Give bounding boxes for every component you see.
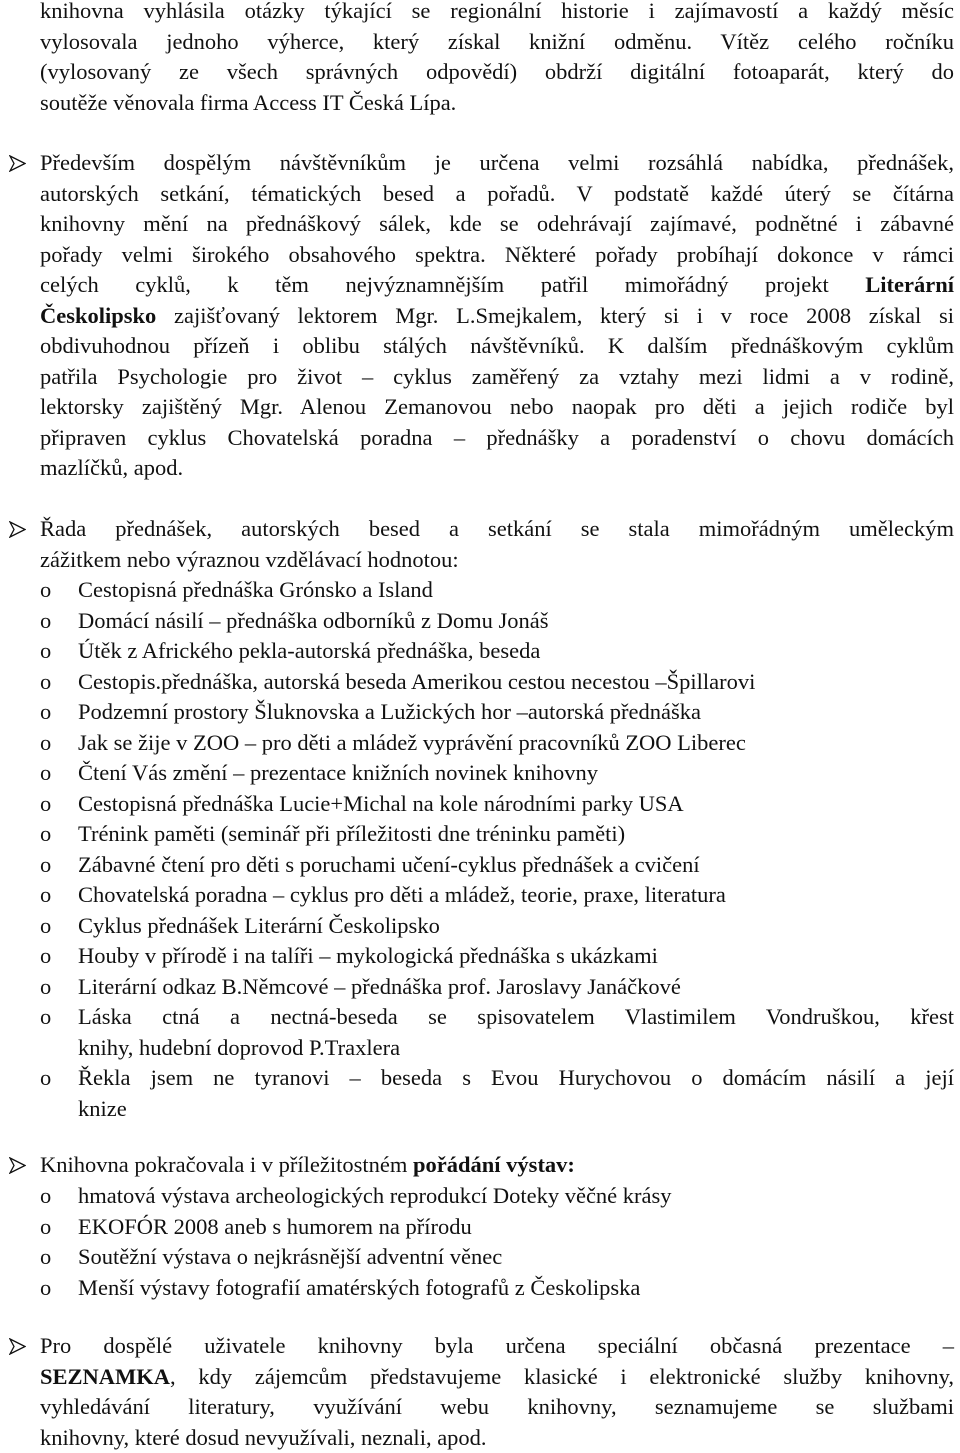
list-item — [0, 697, 954, 728]
list-item — [0, 911, 954, 942]
list-marker: o — [40, 1274, 52, 1300]
bold-text: pořádání výstav: — [413, 1152, 575, 1177]
list-item-text: Čtení Vás změní – prezentace knižních novinek knihovny — [78, 760, 599, 785]
section-seznamka — [40, 1331, 954, 1453]
bold-text: SEZNAMKA — [40, 1363, 171, 1389]
text-line: knihovna vyhlásila otázky týkající se regionální historie i zajímavostí a každý měsíc — [40, 0, 954, 23]
list-item-text: Cestopis.přednáška, autorská beseda Amerikou cestou necestou –Špillarovi — [78, 668, 756, 694]
list-item — [0, 880, 954, 911]
list-item — [0, 1063, 954, 1124]
text-span: lektorsky zajištěný Mgr. — [40, 394, 284, 419]
section-lectures-intro — [40, 148, 954, 484]
text-span: Alenou Zemanovou nebo naopak pro děti a jejich rodiče byl — [283, 394, 954, 419]
text-line: Řada přednášek, autorských besed a setkání se stala mimořádným uměleckým — [40, 516, 954, 541]
list-item-text: Menší výstavy fotografií amatérských fotografů z Českolipska — [78, 1274, 641, 1300]
list-marker: o — [40, 912, 52, 938]
list-item — [0, 1242, 954, 1273]
list-marker: o — [40, 943, 52, 968]
list-marker: o — [40, 973, 52, 999]
text-line — [40, 270, 954, 301]
list-item-text: Cestopisná přednáška Grónsko a Island — [78, 577, 433, 602]
text-line: Pro dospělé uživatele knihovny byla určena speciální občasná prezentace – — [40, 1333, 954, 1358]
text-line: knihovny, které dosud nevyužívali, neznali, apod. — [40, 1424, 487, 1450]
text-span: V podstatě každé úterý se čítárna — [555, 180, 954, 206]
text-span: pořady velmi širokého obsahového spektra. — [40, 241, 486, 267]
list-item — [0, 636, 954, 667]
list-item — [0, 667, 954, 698]
list-item — [0, 789, 954, 820]
text-line: Řekla jsem ne tyranovi – beseda s Evou Hurychovou o domácím násilí a její — [78, 1065, 954, 1090]
bold-text: Českolipsko — [40, 302, 157, 328]
text-line: vylosovala jednoho výherce, který získal knižní odměnu. Vítěz celého ročníku — [40, 28, 954, 54]
list-item — [0, 972, 954, 1003]
list-item — [0, 575, 954, 606]
text-line — [40, 240, 954, 271]
list-item-text: Zábavné čtení pro děti s poruchami učení-cyklus přednášek a cvičení — [78, 851, 700, 877]
list-marker: o — [40, 1004, 52, 1029]
text-line: patřila Psychologie pro život – cyklus zaměřený za vztahy mezi lidmi a v rodině, — [40, 363, 954, 389]
text-line: knihy, hudební doprovod P.Traxlera — [78, 1034, 401, 1060]
arrowhead-bullet-icon — [9, 1157, 26, 1174]
list-item-text: hmatová výstava archeologických reprodukcí Doteky věčné krásy — [78, 1183, 672, 1208]
text-line: Láska ctná a nectná-beseda se spisovatelem Vlastimilem Vondruškou, křest — [78, 1004, 954, 1029]
text-line — [40, 1362, 954, 1393]
list-item-text: Chovatelská poradna – cyklus pro děti a mládež, teorie, praxe, literatura — [78, 882, 726, 907]
list-marker: o — [40, 1244, 52, 1269]
text-span: autorských setkání, tématických besed a pořadů. — [40, 180, 556, 206]
text-line — [40, 179, 954, 210]
list-item-text: Útěk z Afrického pekla-autorská přednáška, beseda — [78, 638, 541, 663]
text-line: (vylosovaný ze všech správných odpovědí) obdrží digitální fotoaparát, který do — [40, 59, 954, 84]
lecture-list — [0, 575, 954, 1124]
text-span: K dalším přednáškovým cyklům — [584, 333, 954, 358]
list-item-text: Soutěžní výstava o nejkrásnější adventní věnec — [78, 1244, 503, 1269]
list-marker: o — [40, 607, 52, 633]
list-marker: o — [40, 668, 52, 694]
text-line: vyhledávání literatury, využívání webu knihovny, seznamujeme se službami — [40, 1394, 954, 1419]
list-item-text: EKOFÓR 2008 aneb s humorem na přírodu — [78, 1213, 472, 1239]
intro-paragraph — [40, 0, 954, 118]
list-marker: o — [40, 882, 52, 907]
list-marker: o — [40, 821, 52, 846]
list-item — [0, 728, 954, 759]
arrowhead-bullet-icon — [9, 155, 26, 172]
list-marker: o — [40, 638, 52, 663]
text-line — [40, 392, 954, 423]
text-span: , kdy zájemcům představujeme klasické i elektronické služby knihovny, — [170, 1363, 954, 1389]
text-line — [40, 301, 954, 332]
list-item — [0, 941, 954, 972]
list-item-text: Trénink paměti (seminář při příležitosti dne tréninku paměti) — [78, 821, 626, 846]
list-item-text: Domácí násilí – přednáška odborníků z Domu Jonáš — [78, 607, 549, 633]
list-marker: o — [40, 851, 52, 877]
list-item — [0, 1273, 954, 1304]
list-item — [0, 1002, 954, 1063]
list-item-text: Podzemní prostory Šluknovska a Lužických hor –autorská přednáška — [78, 699, 701, 724]
text-line: zážitkem nebo výraznou vzdělávací hodnotou: — [40, 546, 459, 572]
text-span: L.Smejkalem, který si i v roce 2008 získal si — [456, 302, 955, 328]
text-line: připraven cyklus Chovatelská poradna – přednášky a poradenství o chovu domácích — [40, 424, 954, 450]
list-item — [0, 1181, 954, 1212]
list-marker: o — [40, 729, 52, 755]
text-line: knize — [78, 1095, 127, 1121]
text-line — [40, 331, 954, 362]
list-item — [0, 819, 954, 850]
text-line — [40, 1150, 954, 1181]
list-item-text: Cestopisná přednáška Lucie+Michal na kole národními parky USA — [78, 790, 684, 816]
text-span: Knihovna pokračovala i v příležitostném — [40, 1152, 414, 1177]
text-line: knihovny mění na přednáškový sálek, kde se odehrávají zajímavé, podnětné i zábavné — [40, 211, 954, 236]
text-span: celých cyklů, k těm nejvýznamnějším patřil mimořádný projekt — [40, 272, 866, 297]
text-line: Především dospělým návštěvníkům je určena velmi rozsáhlá nabídka, přednášek, — [40, 150, 954, 175]
section-lecture-series — [40, 514, 954, 575]
text-line: mazlíčků, apod. — [40, 455, 184, 480]
list-marker: o — [40, 760, 52, 785]
arrowhead-bullet-icon — [9, 1338, 26, 1355]
list-marker: o — [40, 1065, 52, 1090]
list-item — [0, 850, 954, 881]
list-item-text: Houby v přírodě i na talíři – mykologická přednáška s ukázkami — [78, 943, 658, 968]
section-exhibitions — [40, 1150, 954, 1181]
list-item — [0, 1212, 954, 1243]
bold-text: Literární — [865, 272, 954, 297]
text-line: soutěže věnovala firma Access IT Česká Lípa. — [40, 89, 457, 115]
exhibition-list — [0, 1181, 954, 1303]
list-marker: o — [40, 1183, 52, 1208]
text-span: obdivuhodnou přízeň i oblibu stálých návštěvníků. — [40, 333, 585, 358]
text-span: zajišťovaný lektorem Mgr. — [156, 302, 457, 328]
list-marker: o — [40, 1213, 52, 1239]
list-marker: o — [40, 699, 52, 724]
list-marker: o — [40, 577, 52, 602]
list-item — [0, 606, 954, 637]
list-marker: o — [40, 790, 52, 816]
list-item-text: Cyklus přednášek Literární Českolipsko — [78, 912, 440, 938]
list-item — [0, 758, 954, 789]
list-item-text: Literární odkaz B.Němcové – přednáška prof. Jaroslavy Janáčkové — [78, 973, 681, 999]
arrowhead-bullet-icon — [9, 521, 26, 538]
text-span: Některé pořady probíhají dokonce v rámci — [485, 241, 954, 267]
list-item-text: Jak se žije v ZOO – pro děti a mládež vyprávění pracovníků ZOO Liberec — [78, 729, 746, 755]
